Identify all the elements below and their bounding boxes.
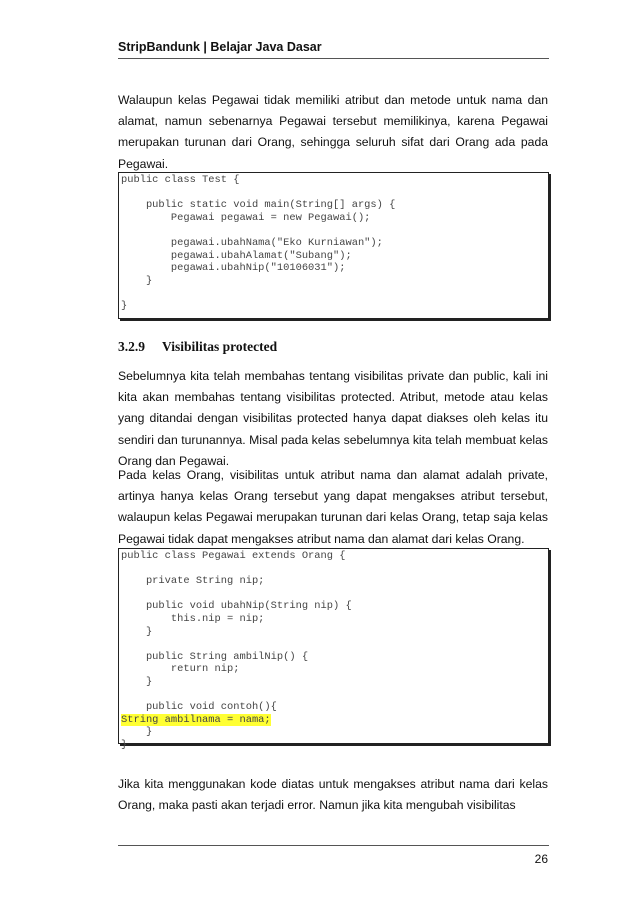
highlighted-code: String ambilnama = nama; <box>121 713 271 726</box>
code-line <box>121 287 546 300</box>
code-line: pegawai.ubahAlamat("Subang"); <box>121 249 352 262</box>
paragraph-protected-intro: Sebelumnya kita telah membahas tentang visibilitas private dan public, kali ini kita akan membahas tentang visibilitas protected. Atribut, metode atau kelas yang ditandai dengan visibilitas protected hanya dapat diakses oleh kelas itu sendiri dan turunannya. Misal pada kelas sebelumnya kita telah membuat kelas Orang dan Pegawai. <box>118 369 548 468</box>
code-line: } <box>121 625 153 638</box>
paragraph-intro: Walaupun kelas Pegawai tidak memiliki atribut dan metode untuk nama dan alamat, namun sebenarnya Pegawai tersebut memilikinya, karena Pegawai merupakan turunan dari Orang, sehingga seluruh sifat dari Orang ada pada Pegawai. <box>118 93 548 171</box>
code-line: } <box>121 675 153 688</box>
code-line: } <box>121 738 128 751</box>
code-block-pegawai <box>118 548 549 751</box>
code-line <box>121 224 546 237</box>
code-listing-pegawai <box>119 549 548 752</box>
code-listing-test <box>119 173 548 313</box>
header-divider <box>118 58 549 59</box>
code-line <box>121 187 546 200</box>
code-line: public class Pegawai extends Orang { <box>121 550 346 562</box>
code-line: private String nip; <box>121 575 265 588</box>
page-number: 26 <box>534 852 548 866</box>
code-line <box>121 714 546 727</box>
paragraph-error-note: Jika kita menggunakan kode diatas untuk mengakses atribut nama dari kelas Orang, maka pasti akan terjadi error. Namun jika kita mengubah visibilitas <box>118 777 548 813</box>
code-line: public static void main(String[] args) { <box>121 199 396 212</box>
code-line: this.nip = nip; <box>121 612 265 625</box>
code-line: pegawai.ubahNip("10106031"); <box>121 262 346 275</box>
code-line <box>121 588 546 601</box>
code-line: } <box>121 299 128 312</box>
code-line: return nip; <box>121 663 240 676</box>
paragraph-private-explanation: Pada kelas Orang, visibilitas untuk atribut nama dan alamat adalah private, artinya hanya kelas Orang tersebut yang dapat mengakses atribut tersebut, walaupun kelas Pegawai merupakan turunan dari kelas Orang, tetap saja kelas Pegawai tidak dapat mengakses atribut nama dan alamat dari kelas Orang. <box>118 468 548 546</box>
footer-divider <box>118 845 549 846</box>
code-line: public void ubahNip(String nip) { <box>121 600 352 613</box>
section-heading <box>118 339 277 355</box>
code-line: } <box>121 726 153 739</box>
page-header-title: StripBandunk | Belajar Java Dasar <box>118 40 322 54</box>
code-line: public String ambilNip() { <box>121 650 309 663</box>
section-number: 3.2.9 <box>118 339 145 354</box>
code-line: public void contoh(){ <box>121 701 277 714</box>
code-line <box>121 638 546 651</box>
code-line <box>121 689 546 702</box>
section-title-text: Visibilitas protected <box>162 339 278 354</box>
code-line: Pegawai pegawai = new Pegawai(); <box>121 211 371 224</box>
code-line <box>121 563 546 576</box>
code-line: public class Test { <box>121 174 240 186</box>
code-block-test <box>118 172 549 319</box>
code-line: } <box>121 274 153 287</box>
code-line: pegawai.ubahNama("Eko Kurniawan"); <box>121 236 383 249</box>
